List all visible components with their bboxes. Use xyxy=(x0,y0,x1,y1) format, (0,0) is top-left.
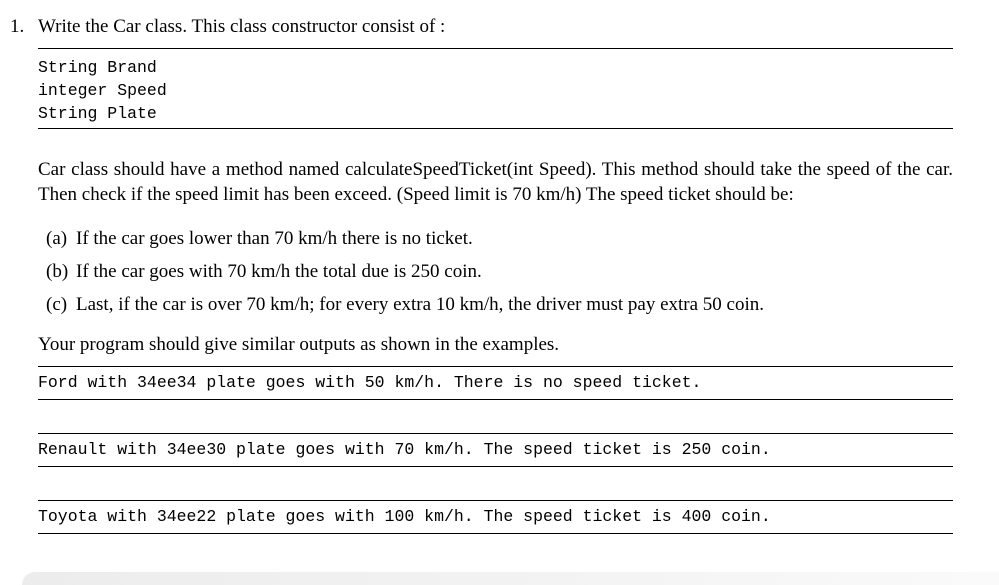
constructor-fields-box xyxy=(38,48,953,129)
problem-statement-heading xyxy=(10,14,999,39)
list-item xyxy=(38,226,953,251)
example-output-text: Ford with 34ee34 plate goes with 50 km/h. There is no speed ticket. xyxy=(38,373,702,392)
example-output-2 xyxy=(38,433,953,467)
problem-number: 1. xyxy=(10,16,25,37)
constructor-field-speed: integer Speed xyxy=(38,81,167,100)
problem-title: Write the Car class. This class constructor consist of : xyxy=(38,16,446,37)
list-item xyxy=(38,259,953,284)
problem-description: Car class should have a method named calculateSpeedTicket(int Speed). This method should take the speed of the car. Then check if the speed limit has been exceed. (Speed limit is 70 km/h) The speed ticket should be: xyxy=(38,159,953,205)
example-output-text: Toyota with 34ee22 plate goes with 100 km/h. The speed ticket is 400 coin. xyxy=(38,507,771,526)
constructor-field-plate: String Plate xyxy=(38,104,157,123)
outputs-note: Your program should give similar outputs as shown in the examples. xyxy=(38,334,560,355)
list-item-label: (b) xyxy=(46,261,69,282)
problem-body xyxy=(38,48,953,534)
list-item-text: If the car goes with 70 km/h the total due is 250 coin. xyxy=(76,261,482,282)
window-bottom-edge xyxy=(22,572,999,585)
list-item xyxy=(38,292,953,317)
example-output-text: Renault with 34ee30 plate goes with 70 km/h. The speed ticket is 250 coin. xyxy=(38,440,771,459)
list-item-text: If the car goes lower than 70 km/h there is no ticket. xyxy=(76,228,473,249)
list-item-label: (a) xyxy=(46,228,68,249)
list-item-text: Last, if the car is over 70 km/h; for every extra 10 km/h, the driver must pay extra 50 coin. xyxy=(76,294,765,315)
example-output-3 xyxy=(38,500,953,534)
constructor-field-brand: String Brand xyxy=(38,58,157,77)
list-item-label: (c) xyxy=(46,294,68,315)
example-output-1 xyxy=(38,366,953,400)
ticket-rules-list xyxy=(38,226,953,317)
